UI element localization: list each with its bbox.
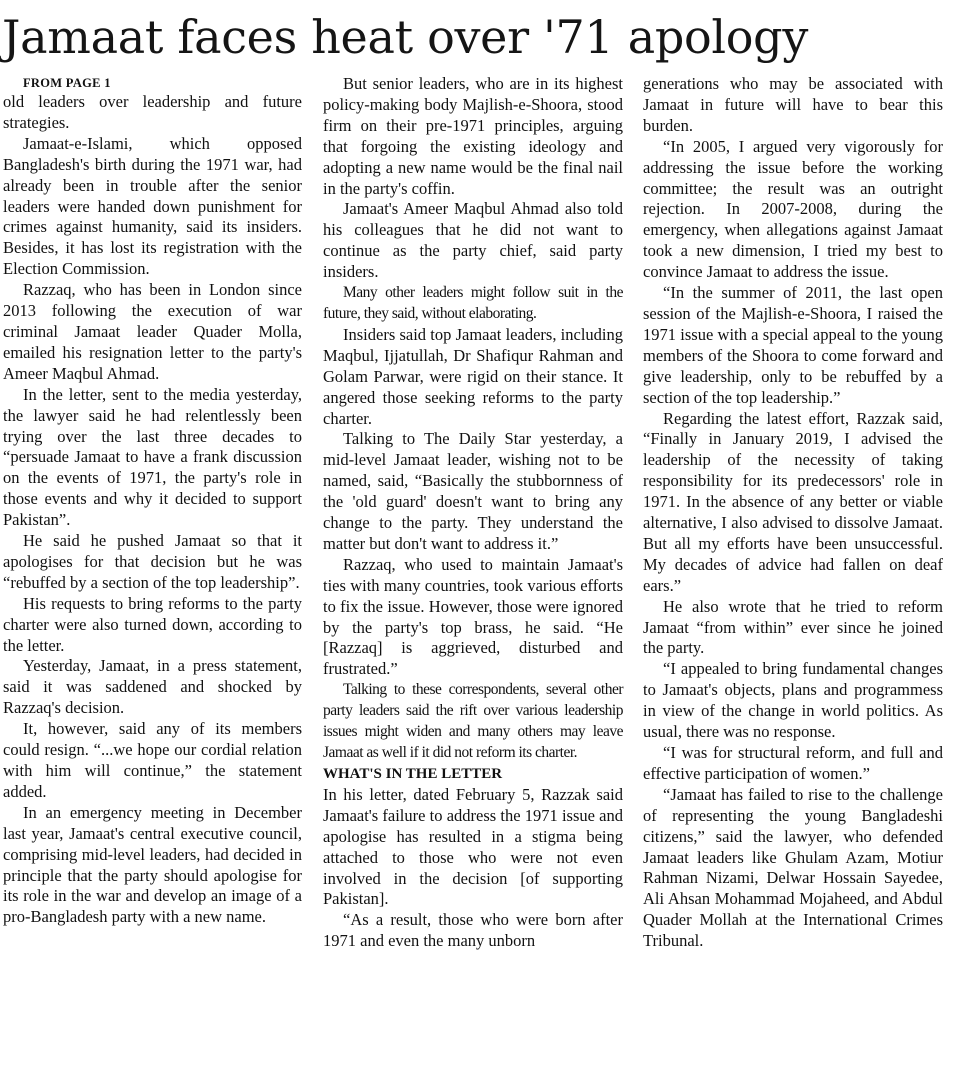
paragraph: In the letter, sent to the media yesterday, the lawyer said he had relentlessly been trying over the last three decades to “persuade Jamaat to have a frank discussion on the events of 1971, the party's role in those events and why it decided to support Pakistan”. <box>3 384 302 530</box>
paragraph: generations who may be associated with Jamaat in future will have to bear this burden. <box>643 74 943 135</box>
paragraph: Yesterday, Jamaat, in a press statement, said it was saddened and shocked by Razzaq's decision. <box>3 656 302 718</box>
paragraph: “Jamaat has failed to rise to the challenge of representing the young Bangladeshi citizens,” said the lawyer, who defended Jamaat leaders like Ghulam Azam, Motiur Rahman Nizami, Delwar Hossain Sayedee, Ali Ahsan Mohammad Mojaheed, and Abdul Quader Mollah at the International Crimes Tribunal. <box>643 784 943 951</box>
paragraph: His requests to bring reforms to the party charter were also turned down, according to the letter. <box>3 593 302 655</box>
paragraph: old leaders over leadership and future strategies. <box>3 92 302 132</box>
paragraph: Many other leaders might follow suit in the future, they said, without elaborating. <box>323 284 623 322</box>
article-column-3 <box>643 74 943 952</box>
paragraph: Razzaq, who has been in London since 2013 following the execution of war criminal Jamaat leader Quader Molla, emailed his resignation letter to the party's Ameer Maqbul Ahmad. <box>3 280 302 383</box>
continuation-kicker: FROM PAGE 1 <box>23 76 111 90</box>
paragraph: “In 2005, I argued very vigorously for addressing the issue before the working committee; the result was an outright rejection. In 2007-2008, during the emergency, when allegations against Jamaat took a new dimension, I tried my best to convince Jamaat to address the issue. <box>643 136 943 282</box>
article-column-2 <box>323 74 623 952</box>
paragraph: Talking to The Daily Star yesterday, a mid-level Jamaat leader, wishing not to be named, said, “Basically the stubbornness of the 'old guard' doesn't want to bring any change to the party. They understand the matter but don't want to address it.” <box>323 429 623 553</box>
paragraph: “As a result, those who were born after 1971 and even the many unborn <box>323 910 623 951</box>
paragraph: Jamaat's Ameer Maqbul Ahmad also told his colleagues that he did not want to continue as the party chief, said party insiders. <box>323 199 623 282</box>
paragraph: “I was for structural reform, and full and effective participation of women.” <box>643 743 943 783</box>
paragraph: In his letter, dated February 5, Razzak said Jamaat's failure to address the 1971 issue and apologise has resulted in a stigma being attached to those who were not even involved in the decision [of supporting Pakistan]. <box>323 784 623 909</box>
headline: Jamaat faces heat over '71 apology <box>2 10 809 64</box>
paragraph: Insiders said top Jamaat leaders, including Maqbul, Ijjatullah, Dr Shafiqur Rahman and Golam Parwar, were rigid on their stance. It angered those seeking reforms to the party charter. <box>323 324 623 428</box>
paragraph: It, however, said any of its members could resign. “...we hope our cordial relation with him will continue,” the statement added. <box>3 719 302 801</box>
paragraph: In an emergency meeting in December last year, Jamaat's central executive council, comprising mid-level leaders, had decided in principle that the party should apologise for its role in the war and develop an image of a pro-Bangladesh party with a new name. <box>3 802 302 927</box>
paragraph: But senior leaders, who are in its highest policy-making body Majlish-e-Shoora, stood firm on their pre-1971 principles, arguing that forgoing the existing ideology and adopting a new name would be the final nail in the party's coffin. <box>323 74 623 198</box>
paragraph: “I appealed to bring fundamental changes to Jamaat's objects, plans and programmess in view of the change in world politics. As usual, there was no response. <box>643 659 943 742</box>
article-column-1 <box>3 74 302 928</box>
paragraph: He said he pushed Jamaat so that it apologises for that decision but he was “rebuffed by a section of the top leadership”. <box>3 531 302 592</box>
paragraph: Razzaq, who used to maintain Jamaat's ties with many countries, took various efforts to fix the issue. However, those were ignored by the party's top brass, he said. “He [Razzaq] is aggrieved, disturbed and frustrated.” <box>323 554 623 679</box>
paragraph: He also wrote that he tried to reform Jamaat “from within” ever since he joined the party. <box>643 596 943 658</box>
paragraph: Jamaat-e-Islami, which opposed Bangladesh's birth during the 1971 war, had already been in trouble after the senior leaders were handed down punishment for crimes against humanity, said its insiders. Besides, it has lost its registration with the Election Commission. <box>3 133 302 279</box>
paragraph: Talking to these correspondents, several other party leaders said the rift over various leadership issues might widen and many others may leave Jamaat as well if it did not reform its charter. <box>323 681 623 761</box>
paragraph: Regarding the latest effort, Razzak said, “Finally in January 2019, I advised the leadership of the necessity of taking responsibility for its predecessors' role in 1971. In the absence of any better or viable alternative, I also advised to dissolve Jamaat. But all my efforts have been unsuccessful. My decades of advice had fallen on deaf ears.” <box>643 408 943 595</box>
paragraph: “In the summer of 2011, the last open session of the Majlish-e-Shoora, I raised the 1971 issue with a special appeal to the young members of the Shoora to come forward and give leadership, only to be rebuffed by a section of the top leadership.” <box>643 283 943 407</box>
section-subhead: WHAT'S IN THE LETTER <box>323 765 503 782</box>
